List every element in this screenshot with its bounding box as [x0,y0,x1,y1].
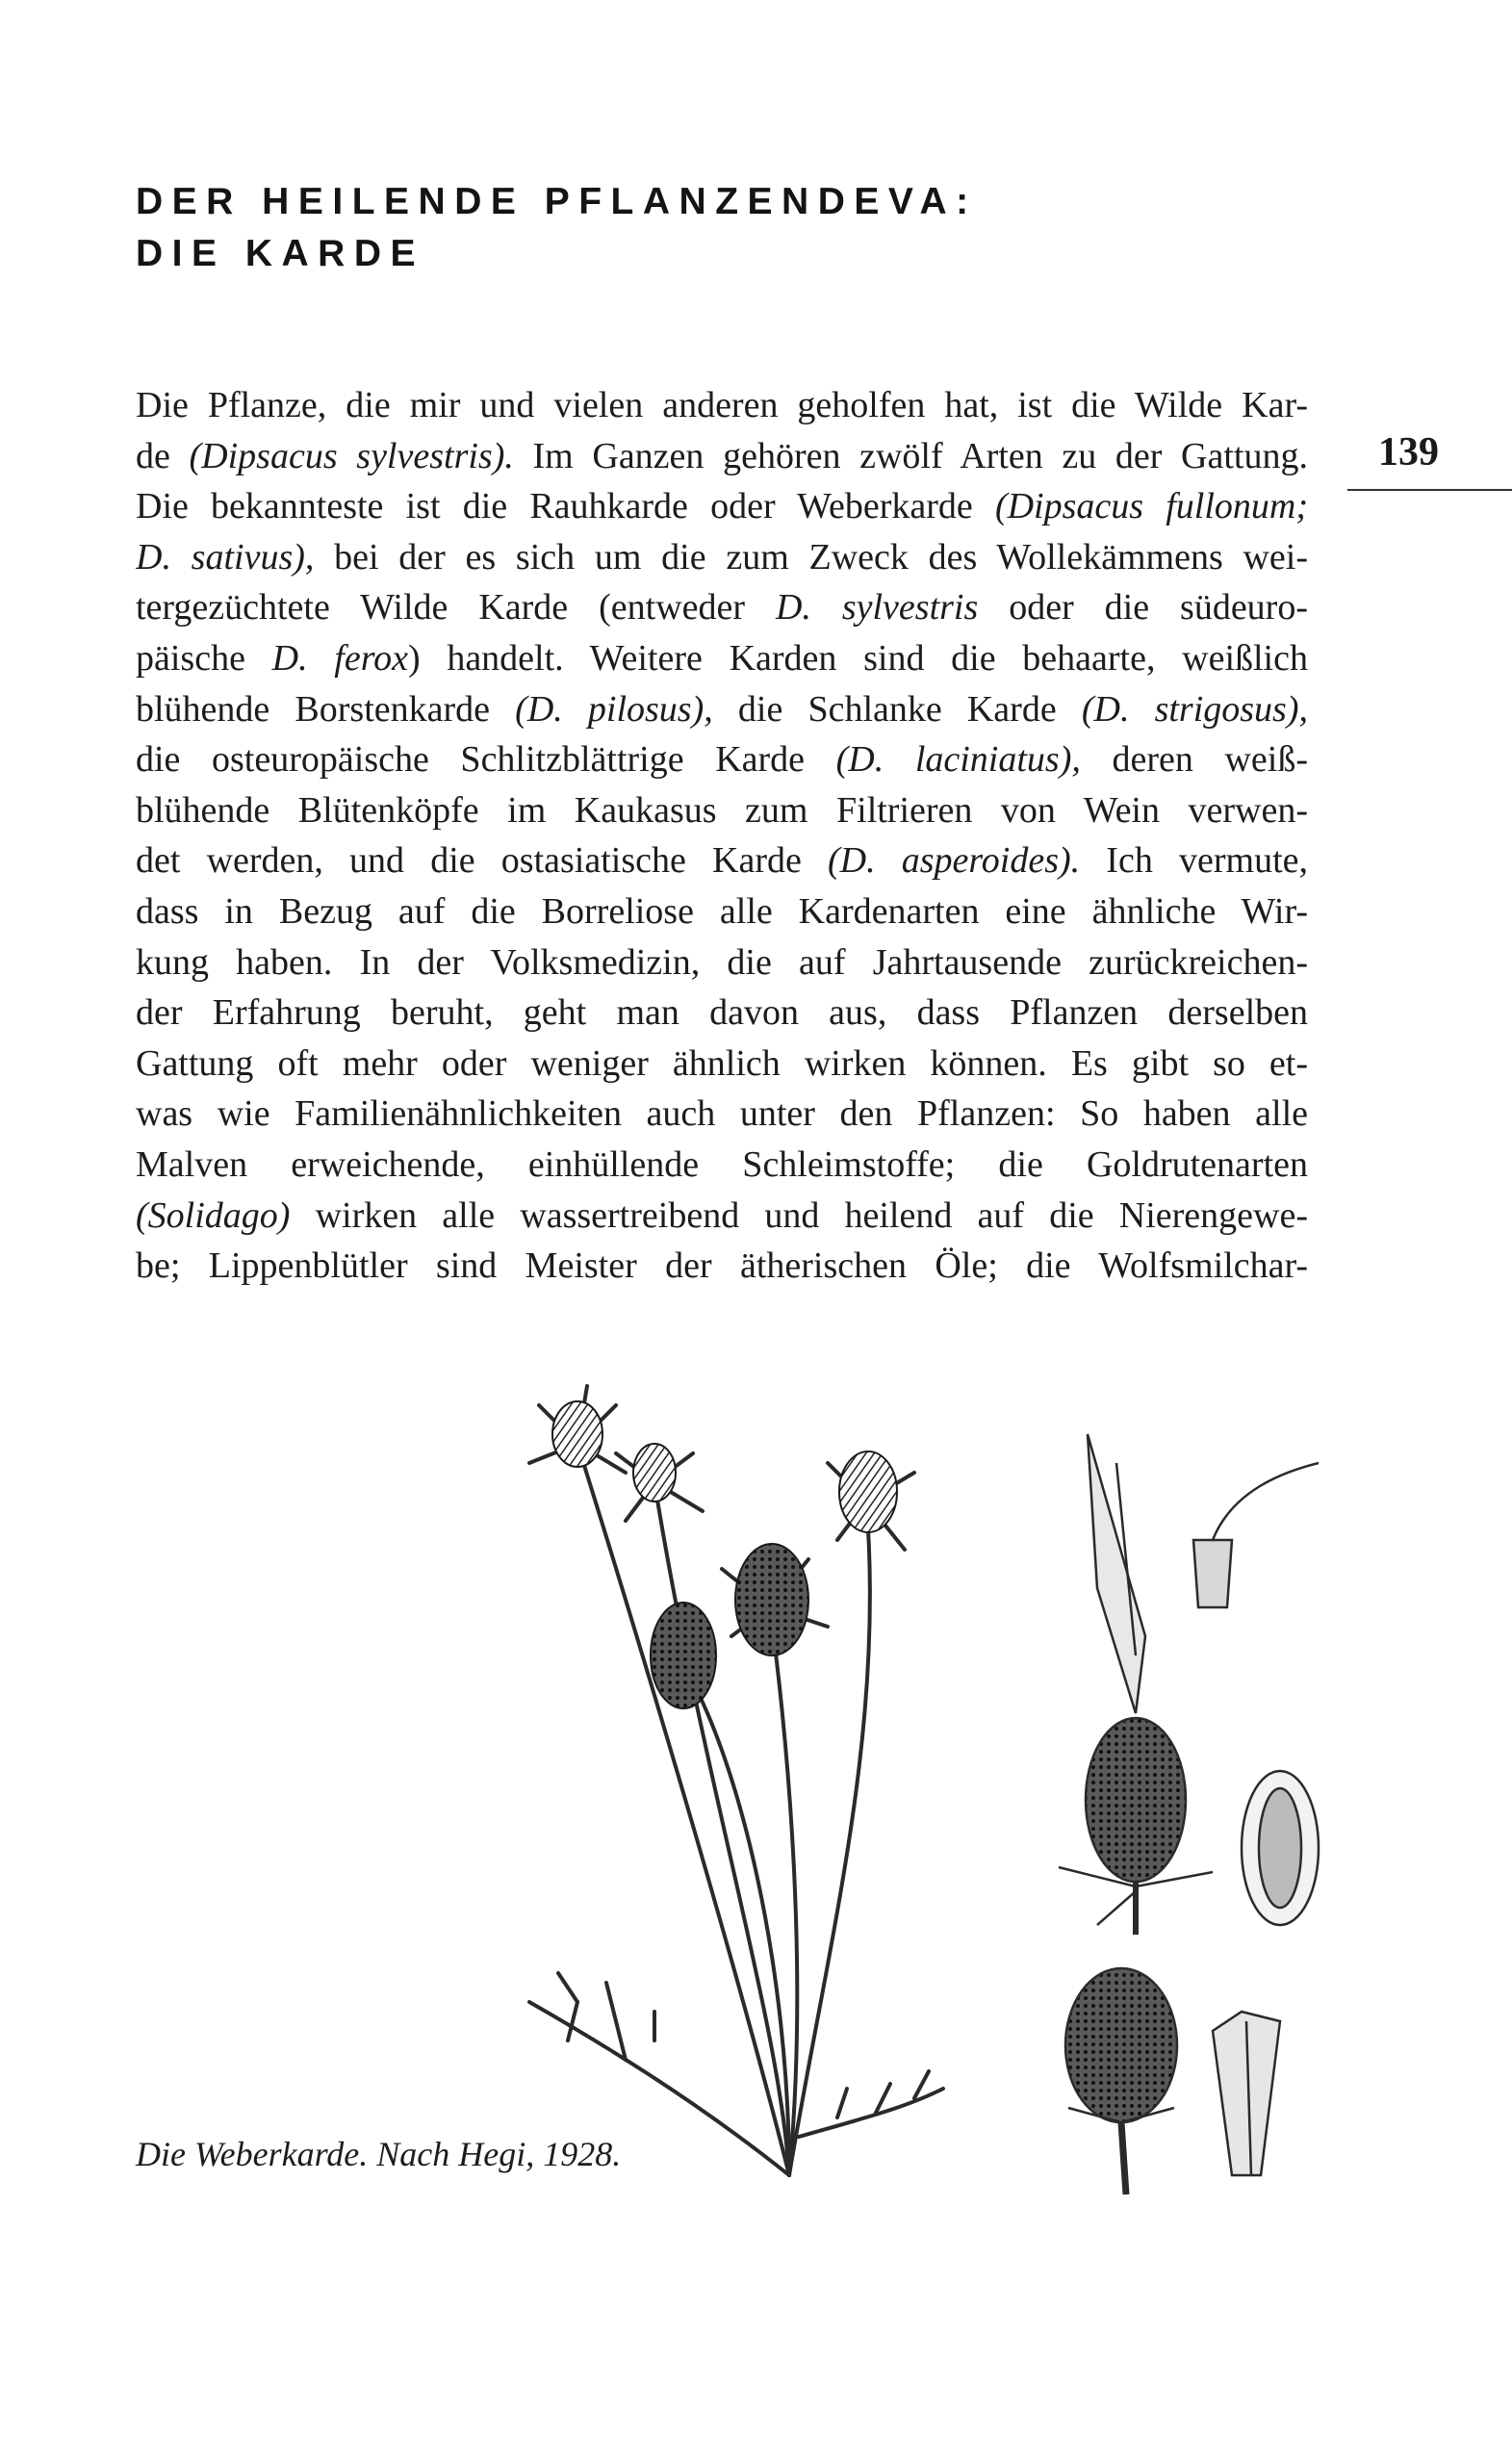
text-run: was wie Familienähnlichkeiten auch unter den Pflanzen: So haben alle [136,1093,1308,1135]
body-line [136,532,1308,583]
chapter-heading-line-1: DER HEILENDE PFLANZENDEVA: [136,181,978,222]
text-run: kung haben. In der Volksmedizin, die auf Jahrtausende zurückreichen- [136,941,1308,983]
text-run: der Erfahrung beruht, geht man davon aus, dass Pflanzen derselben [136,992,1308,1034]
body-line [136,1039,1308,1090]
figure-caption: Die Weberkarde. Nach Hegi, 1928. [136,2135,622,2173]
text-run: Malven erweichende, einhüllende Schleimstoffe; die Goldrutenarten [136,1143,1308,1185]
body-line [136,1241,1308,1292]
italic-term: D. sylvestris [775,587,979,629]
body-line [136,937,1308,988]
text-run: ) handelt. Weitere Karden sind die behaarte, weißlich [407,637,1308,679]
text-run: wirken alle wassertreibend und heilend auf die Nierengewe- [290,1194,1308,1236]
text-run: Die Pflanze, die mir und vielen anderen geholfen hat, ist die Wilde Kar- [136,385,1308,425]
body-line [136,684,1308,735]
teasel-illustration [520,1348,1367,2194]
italic-term: D. ferox [271,637,408,679]
body-line [136,1191,1308,1242]
chapter-heading [136,176,978,280]
italic-term: D. sativus), [136,536,315,578]
page-number: 139 [1378,430,1439,475]
page-number-rule [1347,489,1512,491]
text-run: deren weiß- [1080,739,1308,781]
text-run: päische [136,637,272,679]
text-run: oder die südeuro- [978,587,1308,629]
text-run: blühende Borstenkarde [136,688,516,730]
text-run: die Schlanke Karde [712,688,1082,730]
body-line [136,886,1308,937]
text-run: Ich vermute, [1080,840,1308,882]
body-text [136,380,1308,1292]
text-run: Gattung oft mehr oder weniger ähnlich wirken können. Es gibt so et- [136,1042,1308,1084]
text-run: de [136,435,190,476]
text-run: det werden, und die ostasiatische Karde [136,840,828,882]
body-line [136,582,1308,633]
body-line [136,481,1308,532]
italic-term: (D. strigosus), [1081,688,1308,730]
body-line [136,1140,1308,1191]
stem-mid [770,1607,797,2175]
text-run: tergezüchtete Wilde Karde (entweder [136,587,776,629]
body-line [136,1089,1308,1140]
body-line [136,633,1308,684]
chapter-heading-line-2: DIE KARDE [136,233,425,274]
body-line [136,380,1308,431]
italic-term: (Dipsacus sylvestris). [189,435,514,476]
body-line [136,431,1308,482]
text-run: bei der es sich um die zum Zweck des Wollekämmens wei- [314,536,1308,578]
body-line [136,734,1308,785]
italic-term: (D. asperoides). [828,840,1081,882]
text-run: blühende Blütenköpfe im Kaukasus zum Filtrieren von Wein verwen- [136,789,1308,831]
leaf-stem-right [799,2089,943,2137]
body-line [136,785,1308,836]
text-run: dass in Bezug auf die Borreliose alle Kardenarten eine ähnliche Wir- [136,890,1308,932]
body-line [136,988,1308,1039]
text-run: die osteuropäische Schlitzblättrige Karde [136,739,836,781]
body-line [136,835,1308,886]
text-run: Im Ganzen gehören zwölf Arten zu der Gattung. [513,435,1308,476]
text-run: Die bekannteste ist die Rauhkarde oder Weberkarde [136,486,995,527]
italic-term: (Dipsacus fullonum; [994,486,1308,527]
stem-center [683,1665,789,2175]
italic-term: (Solidago) [136,1194,291,1236]
flower-heads [552,1401,897,1708]
detail-sketches [1059,1434,1319,2194]
italic-term: (D. laciniatus), [835,739,1081,781]
text-run: be; Lippenblütler sind Meister der ätherischen Öle; die Wolfsmilchar- [136,1245,1308,1287]
italic-term: (D. pilosus), [515,688,713,730]
